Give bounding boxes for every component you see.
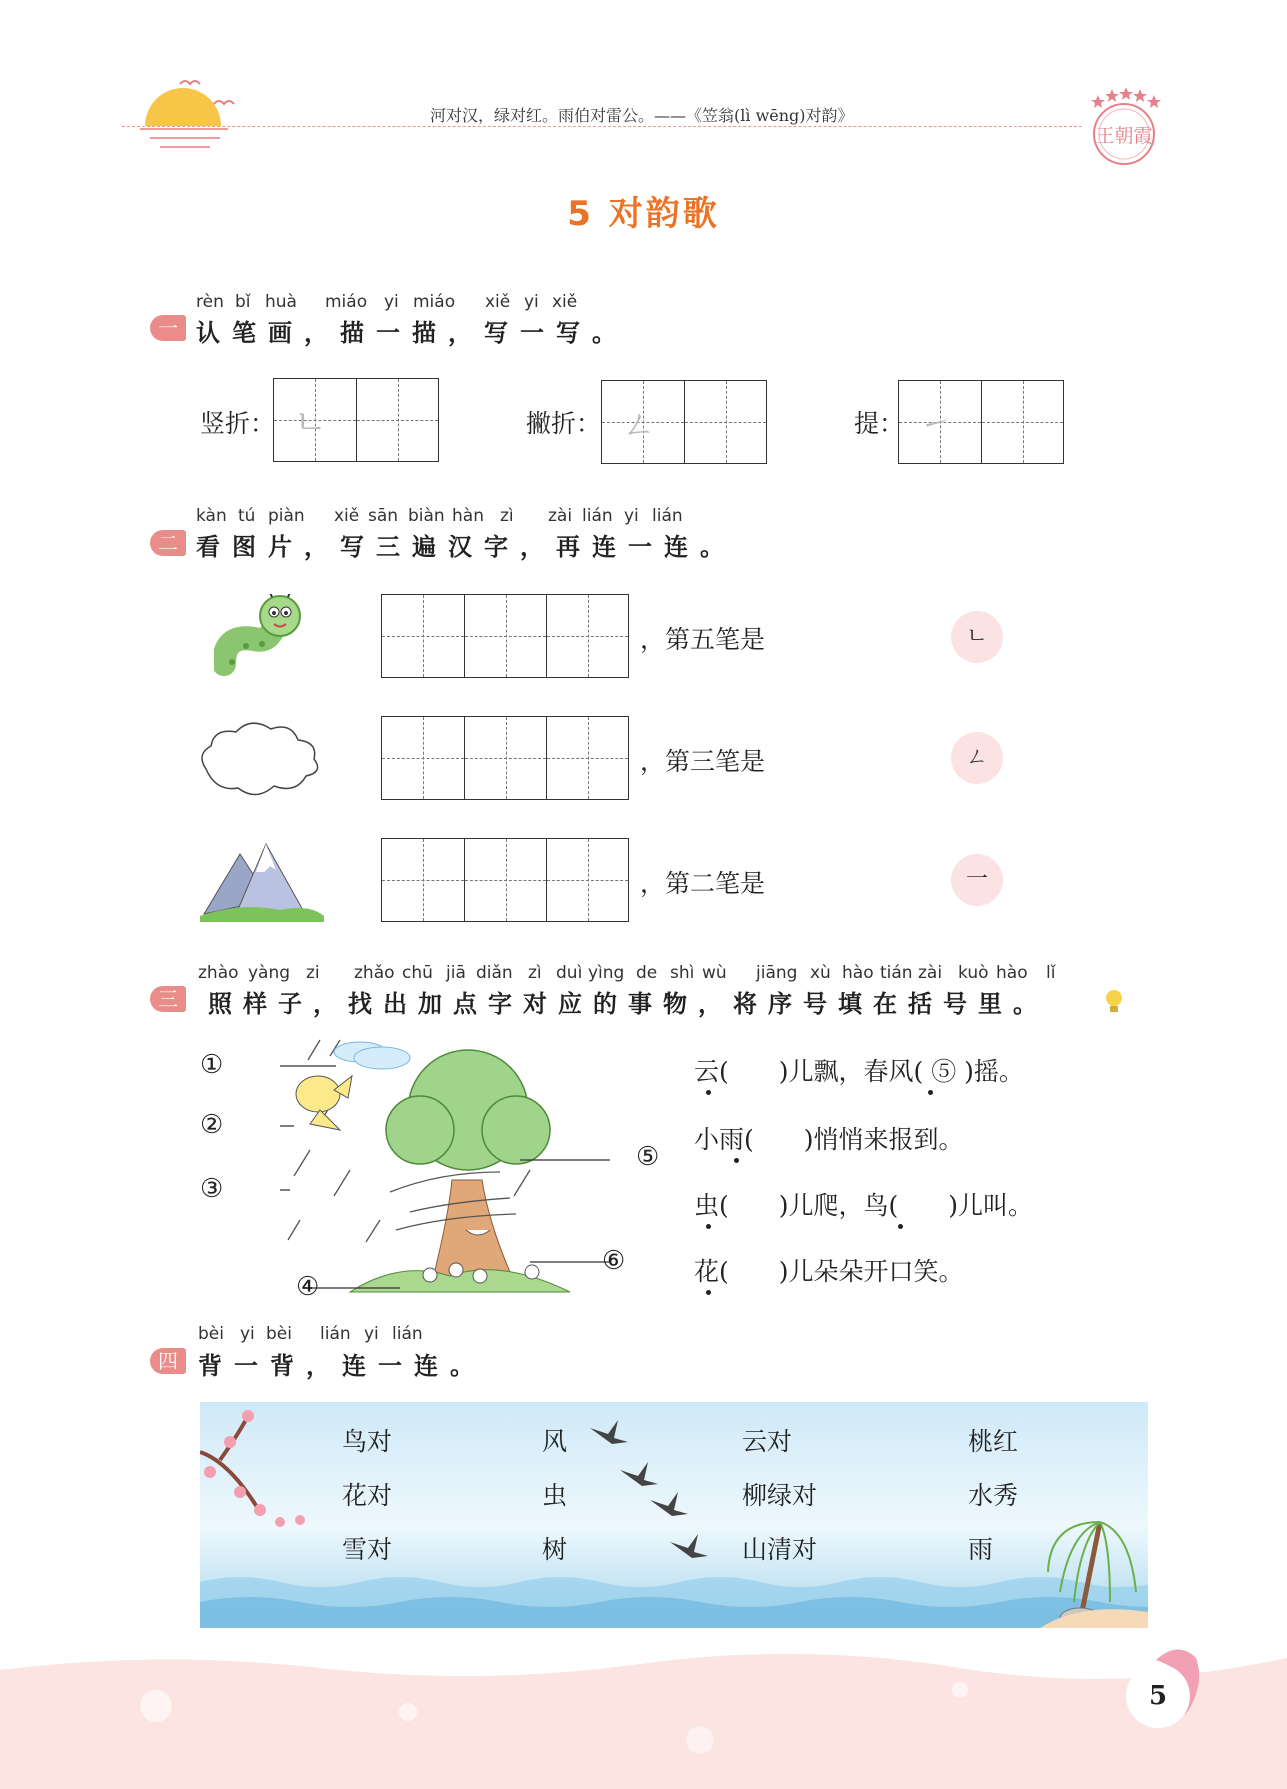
- trace-glyph: ㄴ: [294, 403, 327, 443]
- caterpillar-icon: [214, 594, 314, 682]
- emphasis-dot: [706, 1224, 711, 1229]
- match-col2-item1[interactable]: 风: [542, 1427, 568, 1456]
- trace-glyph: ㄥ: [622, 405, 656, 445]
- stroke-label-shuzhe: 竖折：: [200, 409, 276, 438]
- writing-grid-piezhe[interactable]: [601, 380, 767, 464]
- stroke-label-piezhe: 撇折：: [526, 409, 602, 438]
- fill-line-4[interactable]: 花( )儿朵朵开口笑。: [694, 1257, 964, 1286]
- stroke-label-ti: 提：: [854, 409, 905, 438]
- match-col1-item1[interactable]: 鸟对: [342, 1427, 393, 1456]
- label-3: ③: [200, 1174, 224, 1204]
- label-1: ①: [200, 1050, 224, 1080]
- section-2-title: 看图片，写三遍汉字，再连一连。: [196, 533, 736, 561]
- section-1-title: 认笔画，描一描，写一写。: [196, 319, 628, 347]
- label-5: ⑤: [636, 1142, 660, 1172]
- row3-sentence: ，第二笔是: [640, 869, 766, 898]
- matching-panel: [200, 1402, 1148, 1628]
- publisher-logo-icon: [1082, 88, 1166, 166]
- stroke-option-1[interactable]: ㄴ: [951, 611, 1003, 663]
- cloud-icon: [196, 714, 332, 804]
- header-quote: 河对汉，绿对红。雨伯对雷公。——《笠翁(lì wēng)对韵》: [430, 106, 854, 125]
- lightbulb-icon: [1102, 988, 1126, 1016]
- fill-line-1[interactable]: 云( )儿飘，春风( ⑤ )摇。: [694, 1057, 1024, 1086]
- writing-grid-row1[interactable]: [381, 594, 629, 678]
- match-col1-item2[interactable]: 花对: [342, 1481, 393, 1510]
- fill-line-3[interactable]: 虫( )儿爬，鸟( )儿叫。: [694, 1191, 1034, 1220]
- match-col1-item3[interactable]: 雪对: [342, 1535, 393, 1564]
- emphasis-dot: [706, 1090, 711, 1095]
- logo-text: 王朝霞: [1095, 125, 1153, 147]
- match-col2-item2[interactable]: 虫: [542, 1481, 568, 1510]
- emphasis-dot: [706, 1290, 711, 1295]
- match-col4-item3[interactable]: 雨: [968, 1535, 994, 1564]
- match-col2-item3[interactable]: 树: [542, 1535, 568, 1564]
- section-1-badge: 一: [150, 315, 186, 341]
- section-2-badge: 二: [150, 530, 186, 556]
- writing-grid-ti[interactable]: [898, 380, 1064, 464]
- page-number: 5: [1126, 1664, 1190, 1728]
- label-2: ②: [200, 1110, 224, 1140]
- match-col4-item2[interactable]: 水秀: [968, 1481, 1019, 1510]
- willow-tree-icon: [1040, 1482, 1148, 1628]
- stroke-option-3[interactable]: 一: [951, 854, 1003, 906]
- mountain-icon: [200, 842, 324, 922]
- writing-grid-row3[interactable]: [381, 838, 629, 922]
- section-4-badge: 四: [150, 1348, 186, 1374]
- writing-grid-shuzhe[interactable]: [273, 378, 439, 462]
- match-col3-item3[interactable]: 山清对: [742, 1535, 818, 1564]
- plum-blossom-icon: [200, 1402, 320, 1542]
- stroke-option-2[interactable]: ㄥ: [951, 732, 1003, 784]
- section-4-title: 背一背，连一连。: [198, 1352, 486, 1380]
- row2-sentence: ，第三笔是: [640, 747, 766, 776]
- writing-grid-row2[interactable]: [381, 716, 629, 800]
- scene-illustration-icon: [280, 1030, 610, 1300]
- header-divider: [122, 126, 1082, 127]
- trace-glyph: ㇀: [919, 405, 953, 445]
- page-title: 5 对韵歌: [567, 194, 720, 234]
- section-3-badge: 三: [150, 986, 186, 1012]
- emphasis-dot: [734, 1158, 739, 1163]
- match-col4-item1[interactable]: 桃红: [968, 1427, 1019, 1456]
- emphasis-dot: [928, 1090, 933, 1095]
- section-3-title: 照样子，找出加点字对应的事物，将序号填在括号里。: [208, 990, 1048, 1018]
- fill-line-2[interactable]: 小雨( )悄悄来报到。: [694, 1125, 964, 1154]
- label-6: ⑥: [602, 1246, 626, 1276]
- row1-sentence: ，第五笔是: [640, 625, 766, 654]
- label-4: ④: [296, 1272, 320, 1302]
- match-col3-item2[interactable]: 柳绿对: [742, 1481, 818, 1510]
- footer-wave-decoration: [0, 1650, 1287, 1789]
- match-col3-item1[interactable]: 云对: [742, 1427, 793, 1456]
- emphasis-dot: [898, 1224, 903, 1229]
